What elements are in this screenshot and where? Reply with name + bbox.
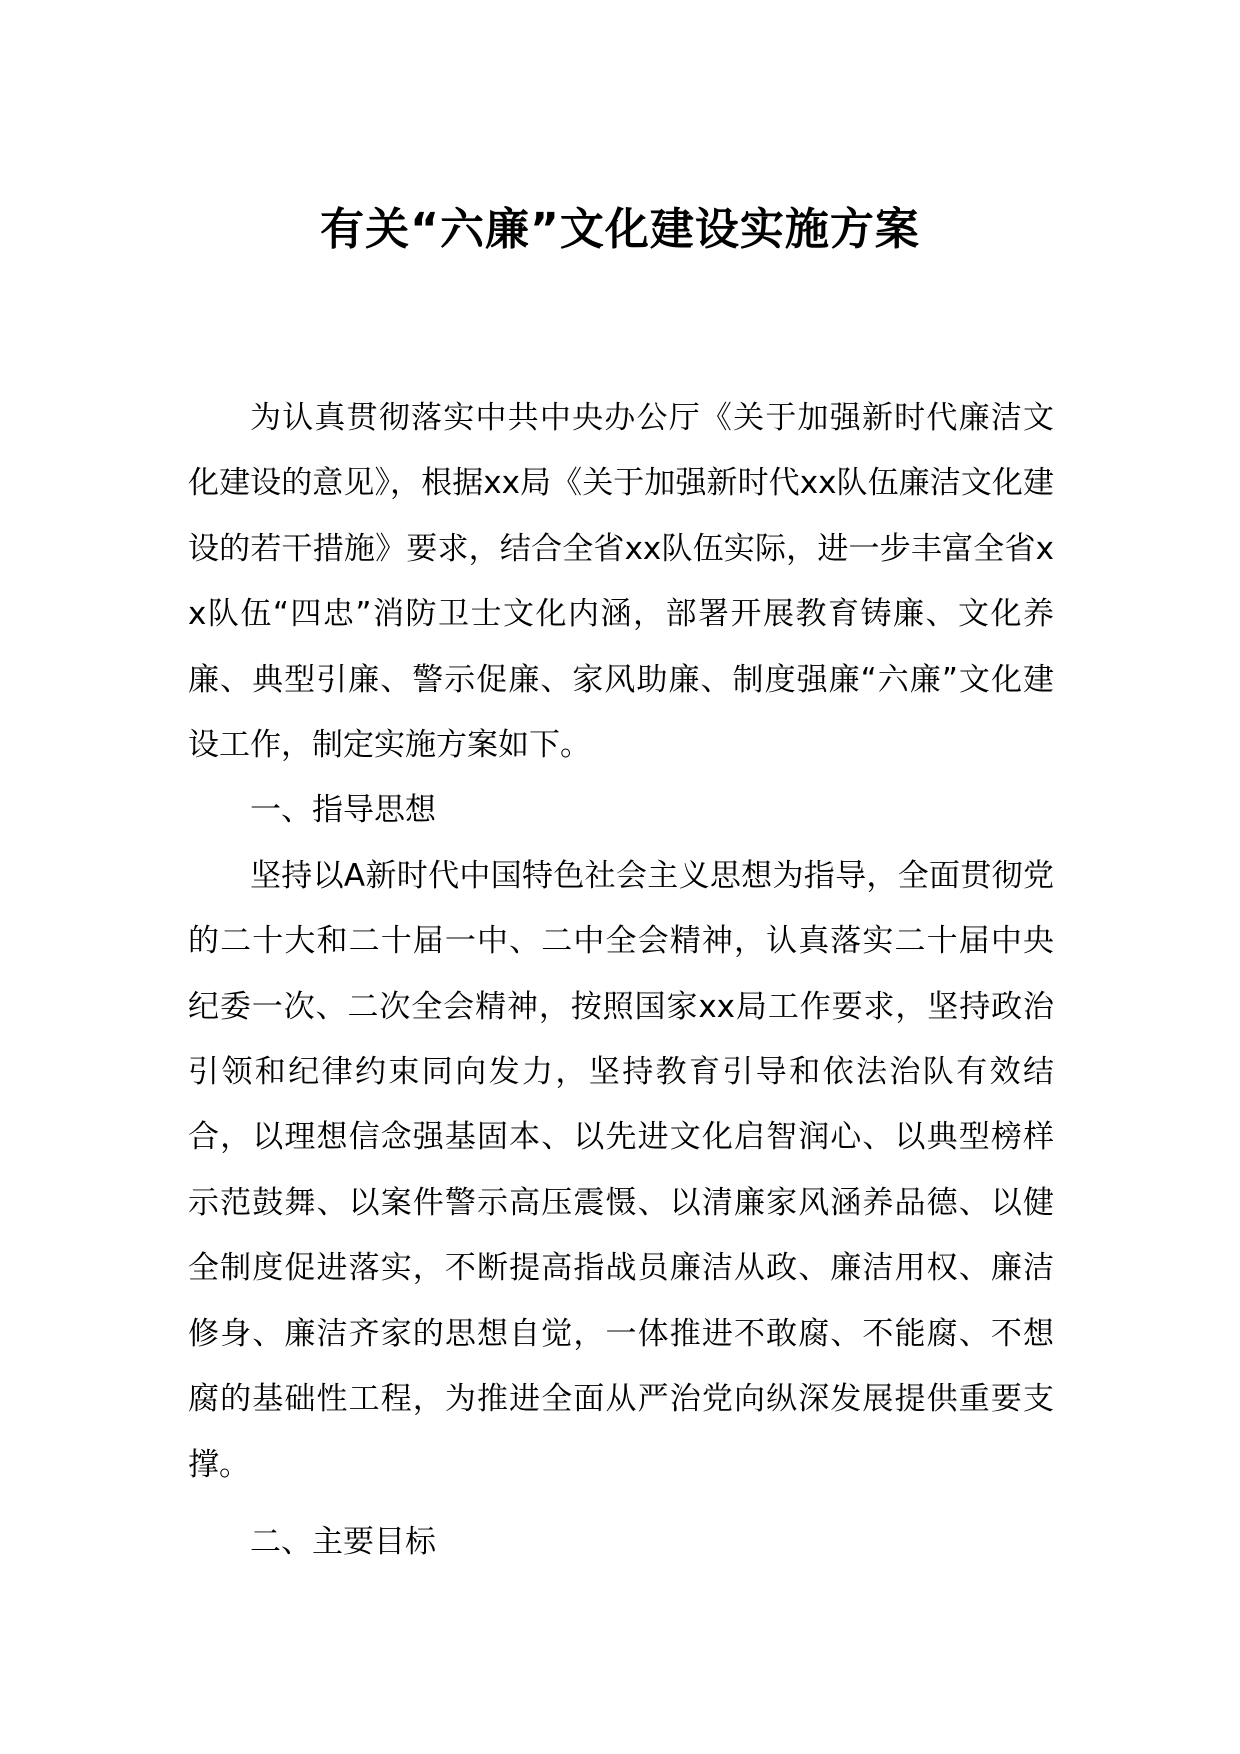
- document-body: [188, 386, 1054, 1575]
- section-heading-main-goals: 二、主要目标: [250, 1523, 436, 1560]
- guiding-ideology-paragraph: 坚持以A新时代中国特色社会主义思想为指导，全面贯彻党的二十大和二十届一中、二中全会精神，认真落实二十届中央纪委一次、二次全会精神，按照国家xx局工作要求，坚持政治引领和纪律约束同向发力，坚持教育引导和依法治队有效结合，以理想信念强基固本、以先进文化启智润心、以典型榜样示范鼓舞、以案件警示高压震慑、以清廉家风涵养品德、以健全制度促进落实，不断提高指战员廉洁从政、廉洁用权、廉洁修身、廉洁齐家的思想自觉，一体推进不敢腐、不能腐、不想腐的基础性工程，为推进全面从严治党向纵深发展提供重要支撑。: [188, 857, 1054, 1483]
- document-title: 有关“六廉”文化建设实施方案: [320, 204, 920, 255]
- intro-paragraph: 为认真贯彻落实中共中央办公厅《关于加强新时代廉洁文化建设的意见》，根据xx局《关于加强新时代xx队伍廉洁文化建设的若干措施》要求，结合全省xx队伍实际，进一步丰富全省xx队伍“四忠”消防卫士文化内涵，部署开展教育铸廉、文化养廉、典型引廉、警示促廉、家风助廉、制度强廉“六廉”文化建设工作，制定实施方案如下。: [188, 400, 1054, 764]
- section-heading-guiding-ideology: 一、指导思想: [250, 792, 436, 829]
